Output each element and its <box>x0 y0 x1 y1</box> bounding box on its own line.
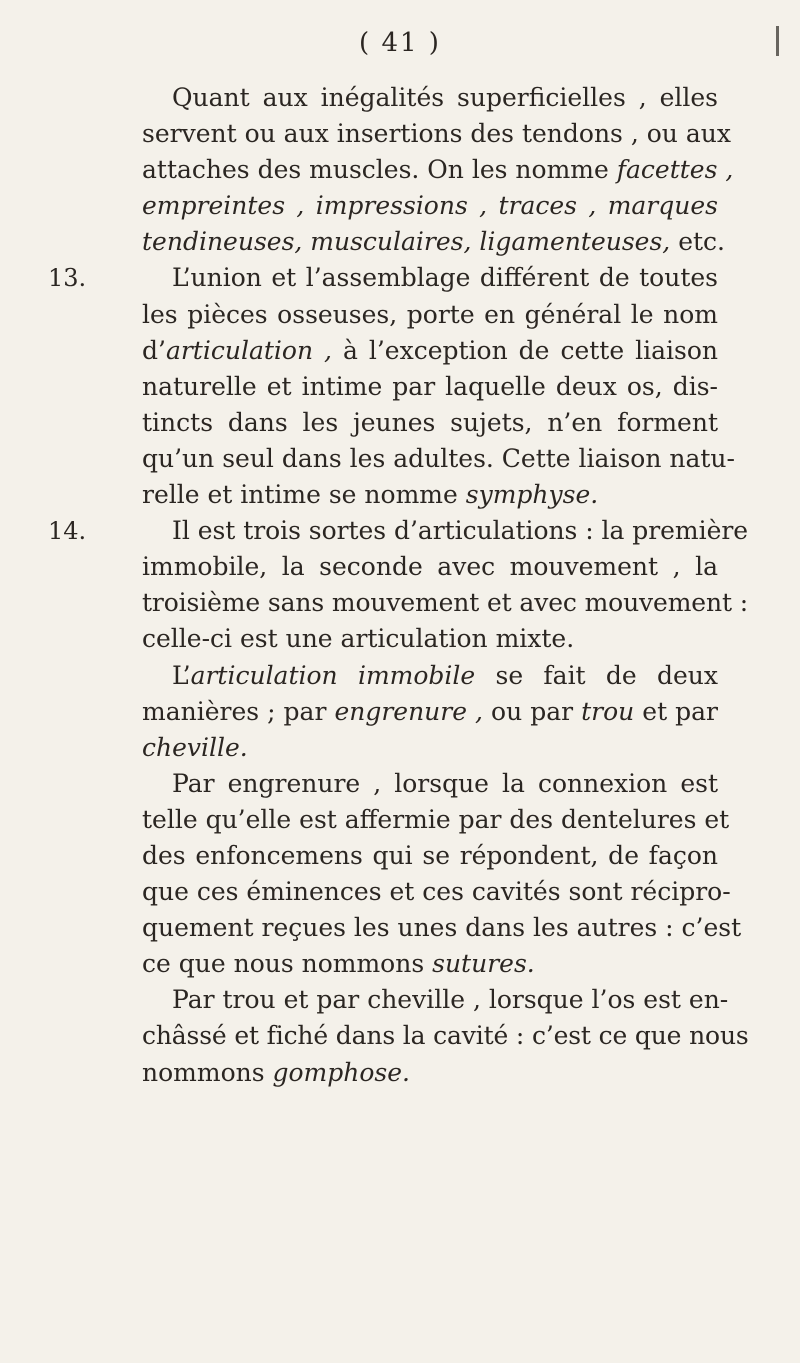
section-number: 13. <box>48 264 87 293</box>
text-line: d’articulation , à l’exception de cette liaison <box>142 335 718 365</box>
text-line: immobile, la seconde avec mouvement , la <box>142 552 718 582</box>
text-line: Quant aux inégalités superficielles , elles <box>172 83 718 112</box>
text-line: L’union et l’assemblage différent de toutes <box>172 263 718 293</box>
text-line: cheville. <box>142 732 248 762</box>
text-line: Par trou et par cheville , lorsque l’os est en- <box>172 985 729 1015</box>
text-line: des enfoncemens qui se répondent, de façon <box>142 840 718 870</box>
text-line: servent ou aux insertions des tendons , ou aux <box>142 119 731 149</box>
text-line: Par engrenure , lorsque la connexion est <box>172 768 718 798</box>
text-line: que ces éminences et ces cavités sont récipro- <box>142 877 731 907</box>
text-line: empreintes , impressions , traces , marques <box>142 191 718 221</box>
text-line: tendineuses, musculaires, ligamenteuses, etc. <box>142 227 725 257</box>
text-line: qu’un seul dans les adultes. Cette liaison natu- <box>142 443 735 473</box>
text-line: Il est trois sortes d’articulations : la première <box>172 516 749 546</box>
text-line: tincts dans les jeunes sujets, n’en forment <box>142 407 718 437</box>
paragraph-13-articulation <box>48 260 735 513</box>
paragraph-engrenure <box>112 766 742 983</box>
text-line: naturelle et intime par laquelle deux os, dis- <box>142 371 718 401</box>
page-edge-mark <box>776 26 779 56</box>
text-line: L’articulation immobile se fait de deux <box>172 660 718 690</box>
paragraph-14-three-kinds <box>48 513 749 657</box>
text-line: châssé et fiché dans la cavité : c’est ce que nous <box>142 1021 749 1051</box>
text-line: quement reçues les unes dans les autres : c’est <box>142 913 742 943</box>
paragraph-trou-cheville <box>112 982 749 1090</box>
text-line: attaches des muscles. On les nomme facettes , <box>142 155 734 185</box>
text-line: celle-ci est une articulation mixte. <box>142 624 575 654</box>
paragraph-surface-features <box>112 80 734 260</box>
text-line: nommons gomphose. <box>142 1057 410 1087</box>
section-number: 14. <box>48 517 87 546</box>
page-number: ( 41 ) <box>359 28 441 58</box>
paragraph-immobile-articulation <box>112 658 718 766</box>
text-line: ce que nous nommons sutures. <box>142 949 535 979</box>
text-line: manières ; par engrenure , ou par trou et par <box>142 696 719 726</box>
text-line: telle qu’elle est affermie par des dentelures et <box>142 804 730 834</box>
text-line: troisième sans mouvement et avec mouvement : <box>142 588 748 618</box>
text-line: les pièces osseuses, porte en général le nom <box>142 299 718 329</box>
body-text <box>48 80 749 1091</box>
text-line: relle et intime se nomme symphyse. <box>142 480 599 510</box>
